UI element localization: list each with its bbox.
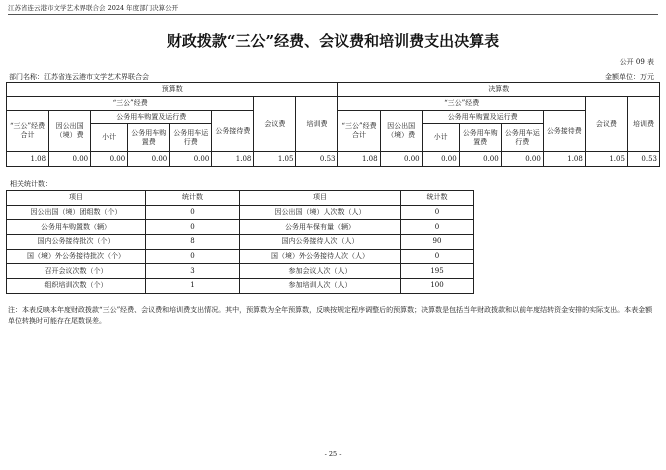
final-group-header: 决算数 [338, 83, 660, 97]
stat-item: 公务用车保有量（辆） [240, 220, 401, 235]
final-abroad-value: 0.00 [380, 152, 422, 167]
budget-subtotal-header: 小计 [91, 124, 128, 152]
table-row [7, 249, 474, 264]
expense-table [6, 82, 660, 167]
final-total-header: “三公”经费合计 [338, 111, 380, 152]
final-abroad-header: 因公出国（境）费 [380, 111, 422, 152]
table-row [7, 279, 474, 294]
budget-abroad-value: 0.00 [49, 152, 91, 167]
stat-item: 因公出国（境）团组数（个） [7, 205, 146, 220]
budget-training-value: 0.53 [296, 152, 338, 167]
stat-item: 公务用车购置数（辆） [7, 220, 146, 235]
budget-meeting-header: 会议费 [254, 97, 296, 152]
stat-value: 90 [401, 235, 474, 250]
stat-value: 0 [401, 220, 474, 235]
stat-item: 参加培训人次（人） [240, 279, 401, 294]
stat-value: 195 [401, 264, 474, 279]
stat-value: 0 [401, 249, 474, 264]
stat-item: 因公出国（境）人次数（人） [240, 205, 401, 220]
stats-header-item: 项目 [7, 191, 146, 206]
stats-header-count: 统计数 [146, 191, 240, 206]
final-reception-value: 1.08 [543, 152, 585, 167]
stat-value: 8 [146, 235, 240, 250]
document-header: 江苏省连云港市文学艺术界联合会 2024 年度部门决算公开 [8, 4, 179, 12]
stat-item: 国（境）外公务接待批次（个） [7, 249, 146, 264]
page-number: - 25 - [324, 450, 342, 458]
budget-purchase-header: 公务用车购置费 [128, 124, 170, 152]
table-row [7, 220, 474, 235]
stat-item: 国内公务接待批次（个） [7, 235, 146, 250]
budget-total-header: “三公”经费合计 [7, 111, 49, 152]
footnote: 注：本表反映本年度财政拨款“三公”经费、会议费和培训费支出情况。其中，预算数为全年预算数，反映按规定程序调整后的预算数；决算数是包括当年财政拨款和以前年度结转资金安排的实际支出。本表金额单位转换时可能存在尾数误差。 [8, 306, 653, 325]
budget-group-header: 预算数 [7, 83, 338, 97]
header-divider [8, 14, 658, 15]
stat-value: 1 [146, 279, 240, 294]
budget-total-value: 1.08 [7, 152, 49, 167]
final-meeting-header: 会议费 [585, 97, 627, 152]
stat-item: 国内公务接待人次（人） [240, 235, 401, 250]
final-vehicle-header: 公务用车购置及运行费 [422, 111, 543, 124]
final-meeting-value: 1.05 [585, 152, 627, 167]
budget-reception-header: 公务接待费 [212, 111, 254, 152]
budget-abroad-header: 因公出国（境）费 [49, 111, 91, 152]
table-row [7, 205, 474, 220]
final-operation-header: 公务用车运行费 [501, 124, 543, 152]
budget-subtotal-value: 0.00 [91, 152, 128, 167]
stats-header-count: 统计数 [401, 191, 474, 206]
final-reception-header: 公务接待费 [543, 111, 585, 152]
budget-operation-header: 公务用车运行费 [170, 124, 212, 152]
budget-purchase-value: 0.00 [128, 152, 170, 167]
final-sangong-header: “三公”经费 [338, 97, 585, 111]
page-title: 财政拨款“三公”经费、会议费和培训费支出决算表 [166, 32, 500, 50]
budget-meeting-value: 1.05 [254, 152, 296, 167]
stats-label: 相关统计数： [10, 180, 52, 188]
final-subtotal-value: 0.00 [422, 152, 459, 167]
final-total-value: 1.08 [338, 152, 380, 167]
final-purchase-value: 0.00 [459, 152, 501, 167]
final-training-value: 0.53 [627, 152, 659, 167]
budget-vehicle-header: 公务用车购置及运行费 [91, 111, 212, 124]
stat-item: 参加会议人次（人） [240, 264, 401, 279]
table-row [7, 235, 474, 250]
amount-unit: 金额单位：万元 [605, 73, 654, 81]
budget-operation-value: 0.00 [170, 152, 212, 167]
budget-reception-value: 1.08 [212, 152, 254, 167]
stats-header-item: 项目 [240, 191, 401, 206]
stat-value: 0 [146, 220, 240, 235]
final-subtotal-header: 小计 [422, 124, 459, 152]
stat-value: 100 [401, 279, 474, 294]
final-purchase-header: 公务用车购置费 [459, 124, 501, 152]
budget-sangong-header: “三公”经费 [7, 97, 254, 111]
stat-value: 0 [146, 205, 240, 220]
stat-item: 组织培训次数（个） [7, 279, 146, 294]
stat-value: 3 [146, 264, 240, 279]
stat-value: 0 [146, 249, 240, 264]
final-operation-value: 0.00 [501, 152, 543, 167]
stat-item: 召开会议次数（个） [7, 264, 146, 279]
stat-value: 0 [401, 205, 474, 220]
table-row [7, 264, 474, 279]
final-training-header: 培训费 [627, 97, 659, 152]
stats-header-row [7, 191, 474, 206]
budget-training-header: 培训费 [296, 97, 338, 152]
table-code: 公开 09 表 [619, 58, 654, 66]
stats-table [6, 190, 474, 294]
stat-item: 国（境）外公务接待人次（人） [240, 249, 401, 264]
department-name: 部门名称：江苏省连云港市文学艺术界联合会 [9, 73, 149, 81]
